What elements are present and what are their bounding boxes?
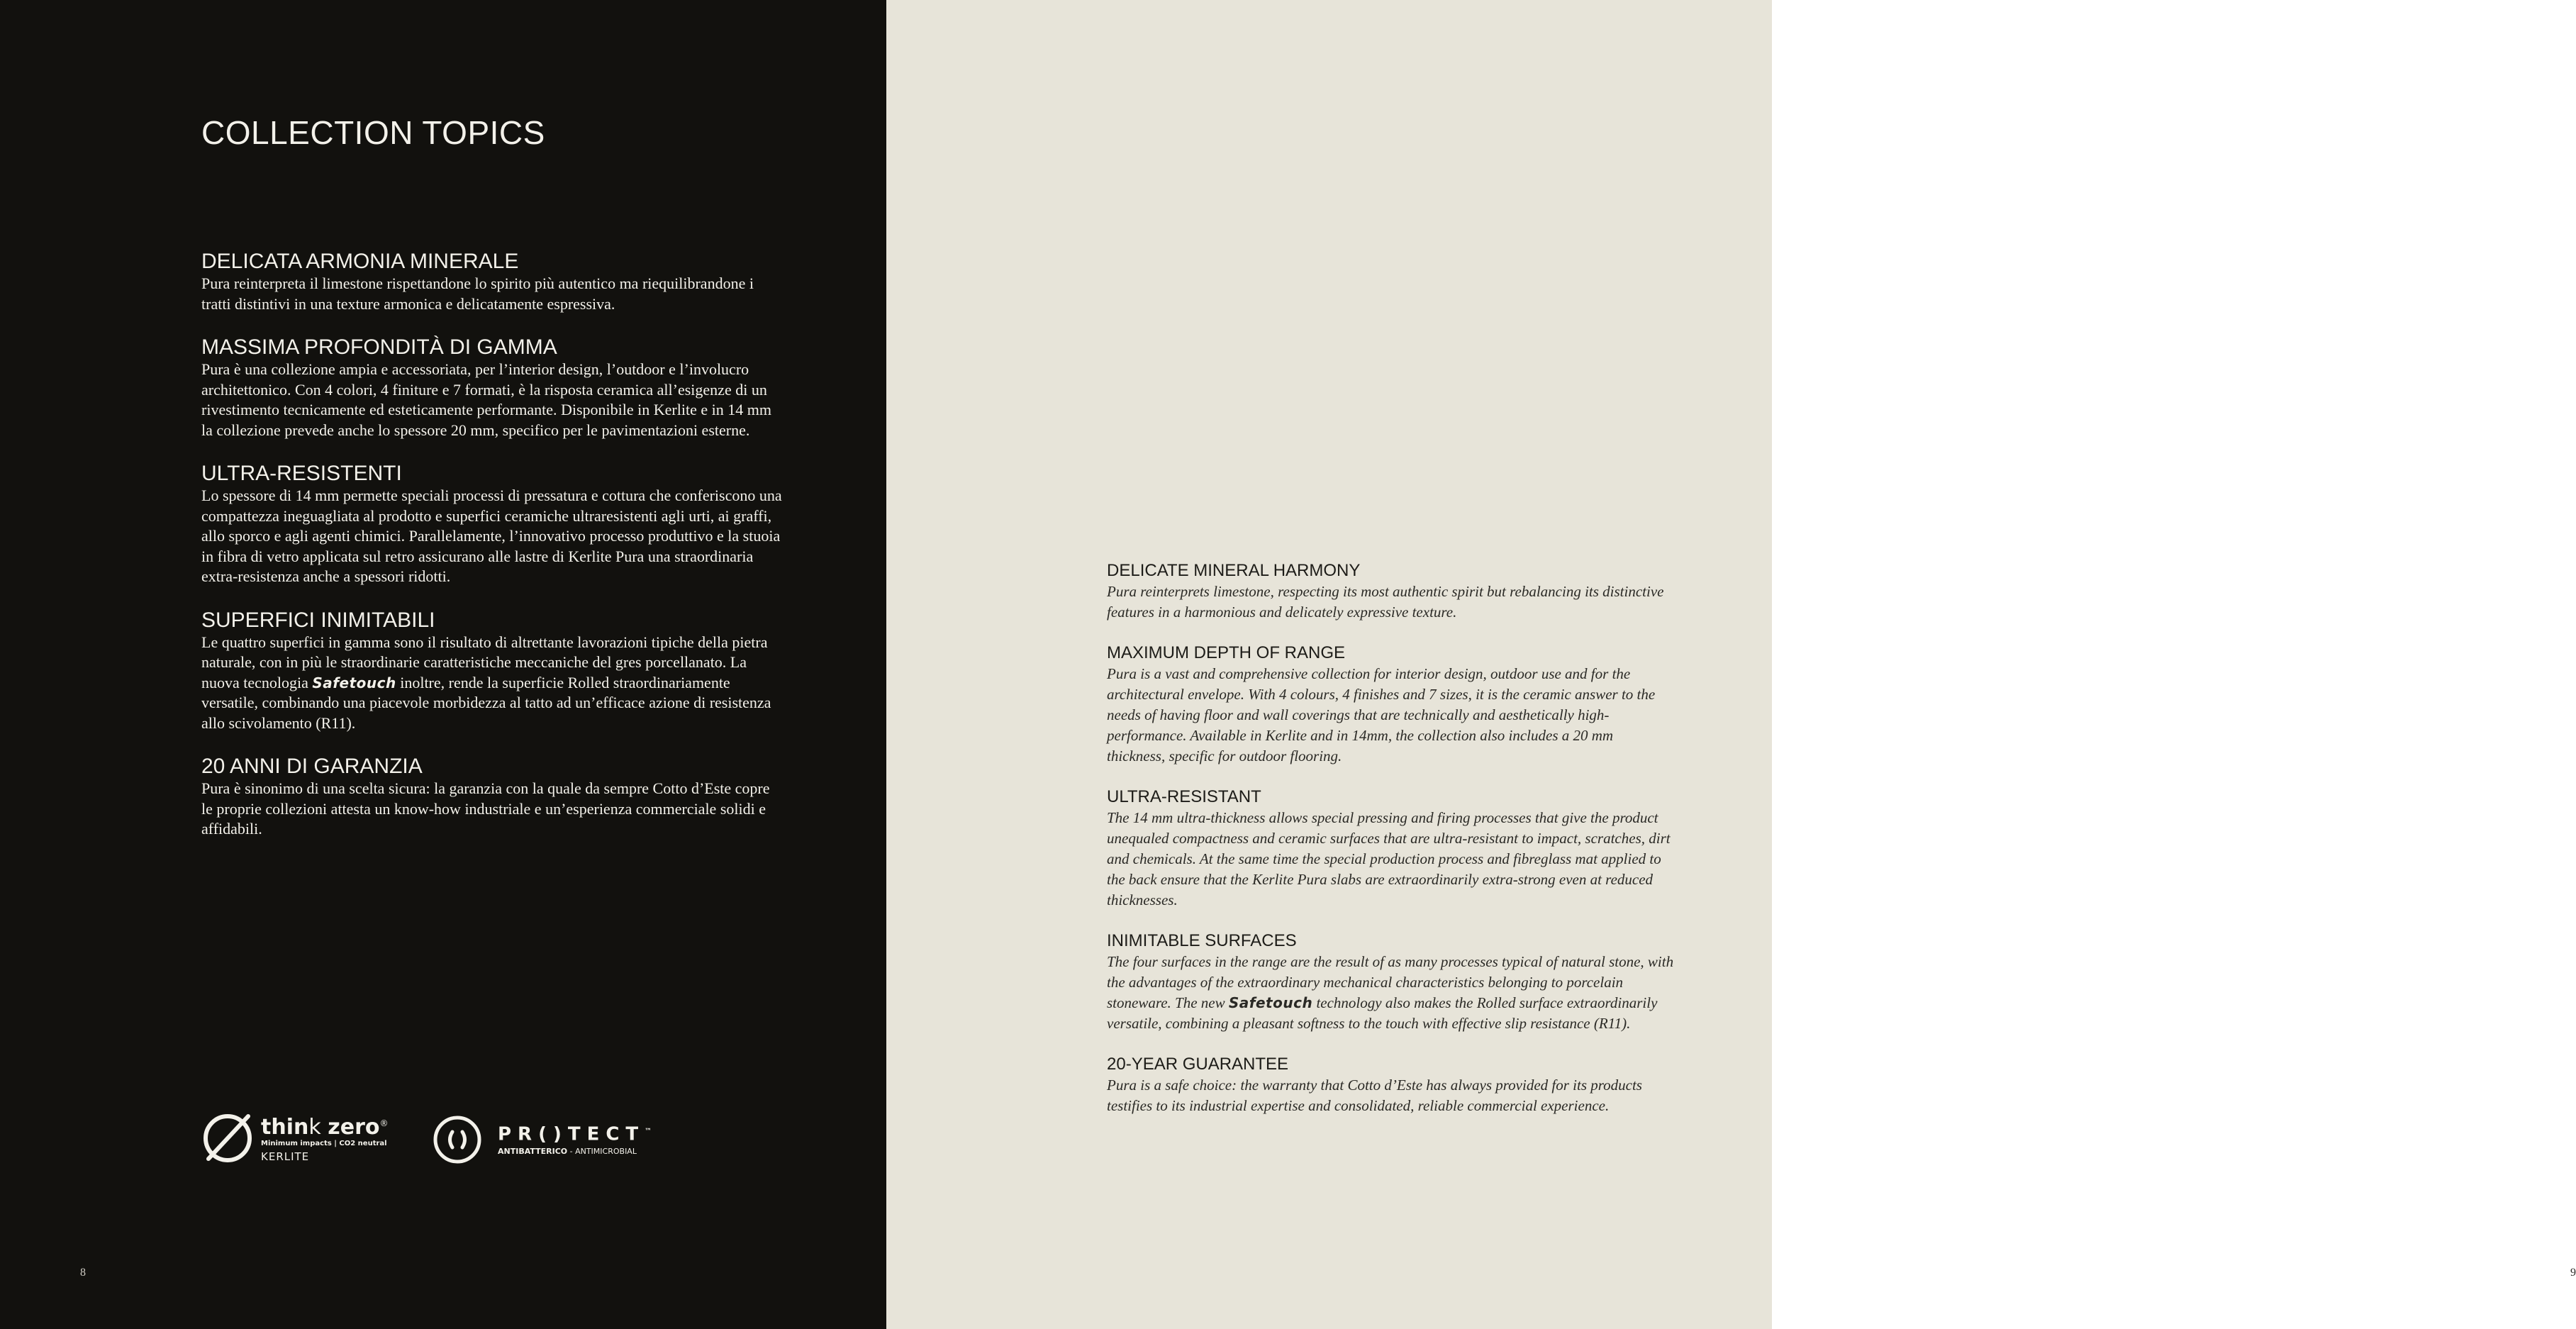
topic-section bbox=[201, 335, 783, 440]
topic-heading: 20 ANNI DI GARANZIA bbox=[201, 755, 423, 778]
topic-heading: MASSIMA PROFONDITÀ DI GAMMA bbox=[201, 335, 557, 359]
topic-heading: ULTRA-RESISTENTI bbox=[201, 462, 402, 485]
body-text-after: technology also makes the Rolled surface extraordinarily versatile, combining a pleasant softness to the touch with effective slip resistance (R11). bbox=[1107, 994, 1658, 1032]
topic-body bbox=[201, 633, 783, 734]
topic-section bbox=[201, 608, 783, 734]
body-text-before: The four surfaces in the range are the result of as many processes typical of natural stone, with the advantages of the extraordinary mechanical characteristics belonging to porcelain stoneware. The new bbox=[1107, 953, 1674, 1011]
topic-heading: SUPERFICI INIMITABILI bbox=[201, 608, 435, 632]
topic-body: Pura is a safe choice: the warranty that Cotto d’Este has always provided for its products testifies to its industrial expertise and consolidated, reliable commercial experience. bbox=[1107, 1077, 1642, 1114]
protect-text bbox=[498, 1121, 652, 1158]
think-zero-logo bbox=[201, 1112, 388, 1164]
page-number-right: 9 bbox=[2570, 1267, 2576, 1279]
topic-heading: DELICATE MINERAL HARMONY bbox=[1107, 561, 1361, 580]
left-page bbox=[0, 0, 886, 1329]
topic-heading: MAXIMUM DEPTH OF RANGE bbox=[1107, 643, 1346, 662]
kerlite-brand: KERLITE bbox=[261, 1150, 310, 1163]
topic-section bbox=[1107, 930, 1674, 1034]
topic-body: The 14 mm ultra-thickness allows special pressing and firing processes that give the product unequaled compactness and ceramic surfaces that are ultra-resistant to impact, scratches, dirt and chemicals. At the same time the special production process and fibreglass mat applied to the back ensure that the Kerlite Pura slabs are extraordinarily extra-strong even at reduced thicknesses. bbox=[1107, 809, 1671, 908]
topic-heading: DELICATA ARMONIA MINERALE bbox=[201, 250, 519, 273]
think-zero-icon bbox=[201, 1112, 254, 1164]
protect-name: PR()TECT™ bbox=[498, 1123, 652, 1145]
protect-icon bbox=[433, 1115, 482, 1164]
topic-section bbox=[1107, 560, 1674, 623]
body-text-before: Le quattro superfici in gamma sono il risultato di altrettante lavorazioni tipiche della pietra naturale, con in più le straordinarie caratteristiche meccaniche del gres porcellanato. La nuova tecnologia bbox=[201, 633, 768, 691]
topic-body: Pura reinterprets limestone, respecting its most authentic spirit but rebalancing its distinctive features in a harmonious and delicately expressive texture. bbox=[1107, 583, 1664, 621]
topic-section bbox=[1107, 1054, 1674, 1116]
protect-subtitle: ANTIBATTERICO - ANTIMICROBIAL bbox=[498, 1146, 637, 1156]
topic-section bbox=[201, 250, 783, 314]
english-topics bbox=[1107, 560, 1674, 1136]
topic-body: Pura è una collezione ampia e accessoriata, per l’interior design, l’outdoor e l’involucro architettonico. Con 4 colori, 4 finiture e 7 formati, è la risposta ceramica all’esigenze di un rivestimento tecnicamente ed esteticamente performante. Disponibile in Kerlite e in 14 mm la collezione prevede anche lo spessore 20 mm, specifico per le pavimentazioni esterne. bbox=[201, 360, 771, 439]
page-number-left: 8 bbox=[80, 1267, 86, 1279]
topic-heading: 20-YEAR GUARANTEE bbox=[1107, 1055, 1289, 1074]
topic-body: Pura è sinonimo di una scelta sicura: la garanzia con la quale da sempre Cotto d’Este copre le proprie collezioni attesta un know-how industriale e un’esperienza commerciale solidi e affidabili. bbox=[201, 779, 770, 838]
topic-body: Pura is a vast and comprehensive collection for interior design, outdoor use and for the architectural envelope. With 4 colours, 4 finishes and 7 sizes, it is the ceramic answer to the needs of having floor and wall coverings that are technically and aesthetically high-performance. Available in Kerlite and in 14mm, the collection also includes a 20 mm thickness, specific for outdoor flooring. bbox=[1107, 665, 1656, 764]
topic-body bbox=[1107, 952, 1674, 1034]
topic-section bbox=[201, 462, 783, 587]
topic-heading: INIMITABLE SURFACES bbox=[1107, 931, 1297, 950]
topic-section bbox=[1107, 643, 1674, 767]
page-title: COLLECTION TOPICS bbox=[201, 114, 545, 151]
topic-body: Lo spessore di 14 mm permette speciali processi di pressatura e cottura che conferiscono una compattezza ineguagliata al prodotto e superfici ceramiche ultraresistenti agli urti, ai graffi, allo sporco e agli agenti chimici. Parallelamente, l’innovativo processo produttivo e la stuoia in fibra di vetro applicata sul retro assicurano alle lastre di Kerlite Pura una straordinaria extra-resistenza anche a spessori ridotti. bbox=[201, 486, 782, 585]
italian-topics bbox=[201, 250, 783, 861]
think-zero-text bbox=[261, 1112, 388, 1164]
body-text-after: inoltre, rende la superficie Rolled straordinariamente versatile, combinando una piacevole morbidezza al tatto ad un’efficace azione di resistenza allo scivolamento (R11). bbox=[201, 673, 771, 732]
topic-section bbox=[1107, 786, 1674, 911]
topic-body: Pura reinterpreta il limestone rispettandone lo spirito più autentico ma riequilibrandone i tratti distintivi in una texture armonica e delicatamente espressiva. bbox=[201, 274, 754, 313]
think-zero-name: think zero® bbox=[261, 1115, 389, 1140]
topic-heading: ULTRA-RESISTANT bbox=[1107, 787, 1261, 806]
protect-logo bbox=[433, 1115, 652, 1164]
safetouch-logo: Safetouch bbox=[312, 674, 396, 691]
think-zero-tagline: Minimum impacts | CO2 neutral bbox=[261, 1140, 387, 1147]
safetouch-logo: Safetouch bbox=[1228, 994, 1313, 1011]
certification-logos bbox=[201, 1112, 655, 1169]
topic-section bbox=[201, 755, 783, 840]
